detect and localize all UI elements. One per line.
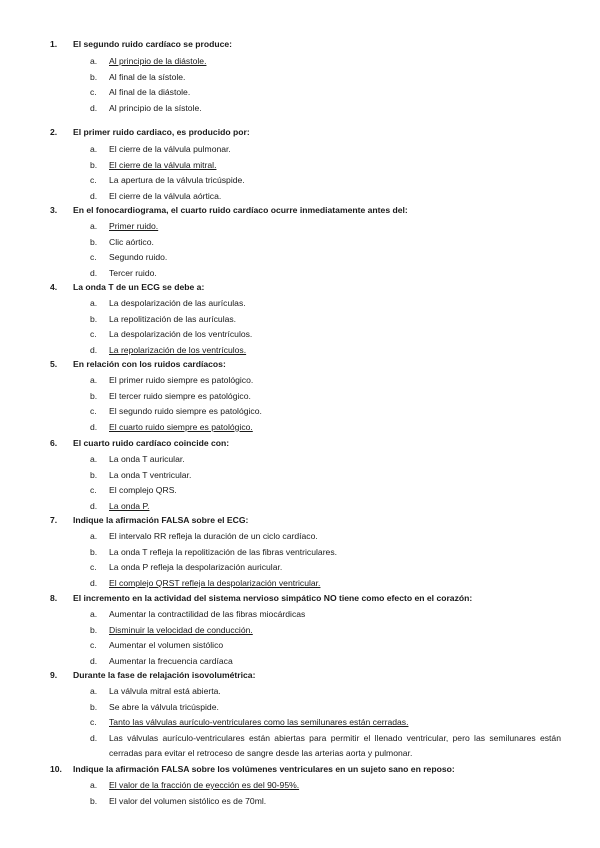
option-b	[0, 235, 600, 251]
option-a	[0, 452, 600, 468]
question-number: 1.	[50, 39, 58, 49]
question-number: 4.	[50, 282, 58, 292]
option-text: Aumentar el volumen sistólico	[109, 640, 224, 651]
question-text: El incremento en la actividad del sistema nervioso simpático NO tiene como efecto en el corazón:	[73, 593, 473, 603]
option-c	[0, 327, 600, 343]
option-text-correct: El cierre de la válvula mitral.	[109, 159, 217, 170]
option-text: La despolarización de las aurículas.	[109, 298, 246, 308]
option-text-correct: El complejo QRST refleja la despolarización ventricular.	[109, 577, 321, 588]
option-text: Se abre la válvula tricúspide.	[109, 701, 219, 712]
option-a	[0, 529, 600, 545]
option-d	[0, 576, 600, 592]
option-letter: c.	[90, 406, 97, 417]
option-letter: b.	[90, 159, 98, 170]
option-b	[0, 389, 600, 405]
option-text: La onda P refleja la despolarización auricular.	[109, 562, 283, 573]
option-text-correct: Tanto las válvulas aurículo-ventriculares como las semilunares están cerradas.	[109, 717, 409, 728]
question-number: 2.	[50, 127, 58, 137]
question-text: En relación con los ruidos cardíacos:	[73, 359, 226, 369]
question-number: 10.	[50, 764, 62, 774]
question-number: 9.	[50, 670, 58, 680]
question-5	[0, 357, 600, 435]
option-d	[0, 731, 600, 762]
option-letter: d.	[90, 102, 98, 113]
option-b	[0, 623, 600, 639]
option-letter: d.	[90, 421, 98, 432]
option-letter: a.	[90, 144, 98, 154]
option-text: El tercer ruido siempre es patológico.	[109, 390, 251, 401]
option-letter: a.	[90, 298, 98, 308]
option-letter: b.	[90, 624, 98, 635]
option-letter: b.	[90, 390, 98, 401]
question-number: 6.	[50, 438, 58, 448]
option-text: La despolarización de los ventrículos.	[109, 329, 253, 340]
question-text: Durante la fase de relajación isovolumétrica:	[73, 670, 256, 680]
option-a	[0, 54, 600, 70]
option-letter: a.	[90, 780, 98, 790]
option-a	[0, 778, 600, 794]
option-letter: c.	[90, 329, 97, 340]
option-c	[0, 560, 600, 576]
option-text: Al final de la sístole.	[109, 71, 186, 82]
option-c	[0, 250, 600, 266]
option-text: La apertura de la válvula tricúspide.	[109, 175, 245, 186]
question-text: La onda T de un ECG se debe a:	[73, 282, 205, 292]
option-b	[0, 700, 600, 716]
option-text: La onda T ventricular.	[109, 469, 192, 480]
option-text-correct: El valor de la fracción de eyección es del 90-95%.	[109, 780, 300, 790]
option-c	[0, 483, 600, 499]
option-text-correct: La onda P.	[109, 500, 150, 511]
option-letter: a.	[90, 221, 98, 231]
option-letter: b.	[90, 469, 98, 480]
option-letter: a.	[90, 609, 98, 619]
question-10	[0, 762, 600, 809]
question-text: El segundo ruido cardíaco se produce:	[73, 39, 233, 49]
option-text: El intervalo RR refleja la duración de un ciclo cardíaco.	[109, 531, 318, 541]
question-9	[0, 668, 600, 762]
question-text: El cuarto ruido cardíaco coincide con:	[73, 438, 230, 448]
option-a	[0, 142, 600, 158]
option-text: Segundo ruido.	[109, 252, 168, 263]
option-letter: b.	[90, 795, 98, 806]
option-text: Aumentar la contractilidad de las fibras miocárdicas	[109, 609, 306, 619]
option-letter: a.	[90, 56, 98, 66]
question-number: 8.	[50, 593, 58, 603]
option-text: El cierre de la válvula pulmonar.	[109, 144, 231, 154]
option-letter: b.	[90, 701, 98, 712]
option-a	[0, 607, 600, 623]
option-text: Tercer ruido.	[109, 267, 157, 278]
option-letter: d.	[90, 577, 98, 588]
question-text: El primer ruido cardiaco, es producido por:	[73, 127, 250, 137]
option-b	[0, 312, 600, 328]
option-letter: d.	[90, 344, 98, 355]
option-letter: c.	[90, 562, 97, 573]
option-letter: d.	[90, 732, 98, 743]
option-text: Aumentar la frecuencia cardíaca	[109, 655, 233, 666]
option-c	[0, 638, 600, 654]
option-letter: a.	[90, 686, 98, 696]
question-number: 5.	[50, 359, 58, 369]
option-text-correct: Al principio de la diástole.	[109, 56, 207, 66]
question-text: Indique la afirmación FALSA sobre el ECG:	[73, 515, 249, 525]
option-c	[0, 715, 600, 731]
option-letter: d.	[90, 655, 98, 666]
option-letter: d.	[90, 190, 98, 201]
option-letter: b.	[90, 236, 98, 247]
option-text: Al final de la diástole.	[109, 87, 191, 98]
option-d	[0, 101, 600, 117]
option-letter: c.	[90, 717, 97, 728]
option-letter: c.	[90, 252, 97, 263]
option-text: La onda T refleja la repolitización de las fibras ventriculares.	[109, 546, 338, 557]
option-letter: a.	[90, 375, 98, 385]
option-b	[0, 70, 600, 86]
option-b	[0, 545, 600, 561]
option-text: La onda T auricular.	[109, 454, 185, 464]
question-4	[0, 280, 600, 358]
question-3	[0, 203, 600, 281]
option-c	[0, 404, 600, 420]
option-letter: a.	[90, 531, 98, 541]
option-c	[0, 85, 600, 101]
option-text: El complejo QRS.	[109, 485, 177, 496]
question-text: En el fonocardiograma, el cuarto ruido cardíaco ocurre inmediatamente antes del:	[73, 205, 408, 215]
option-letter: d.	[90, 267, 98, 278]
question-7	[0, 513, 600, 591]
option-a	[0, 296, 600, 312]
option-b	[0, 158, 600, 174]
option-letter: b.	[90, 313, 98, 324]
option-text-correct: Disminuir la velocidad de conducción.	[109, 624, 253, 635]
option-letter: c.	[90, 87, 97, 98]
option-text: Clic aórtico.	[109, 236, 154, 247]
option-text: La repolitización de las aurículas.	[109, 313, 237, 324]
option-letter: b.	[90, 71, 98, 82]
option-letter: a.	[90, 454, 98, 464]
question-1	[0, 37, 600, 116]
option-a	[0, 219, 600, 235]
option-text: El primer ruido siempre es patológico.	[109, 375, 254, 385]
option-text-correct: La repolarización de los ventrículos.	[109, 344, 247, 355]
option-letter: d.	[90, 500, 98, 511]
question-number: 7.	[50, 515, 58, 525]
option-text: El valor del volumen sistólico es de 70ml.	[109, 795, 267, 806]
question-2	[0, 125, 600, 204]
option-text-correct: El cuarto ruido siempre es patológico.	[109, 421, 253, 432]
option-text: Las válvulas aurículo-ventriculares están abiertas para permitir el llenado ventricular, pero las semilunares están cerradas para evitar el retroceso de sangre desde las arterias aorta y pulmonar.	[109, 732, 561, 759]
question-text: Indique la afirmación FALSA sobre los volúmenes ventriculares en un sujeto sano en reposo:	[73, 764, 455, 774]
option-a	[0, 684, 600, 700]
option-letter: c.	[90, 640, 97, 651]
option-d	[0, 420, 600, 436]
question-number: 3.	[50, 205, 58, 215]
option-b	[0, 468, 600, 484]
option-text: El cierre de la válvula aórtica.	[109, 190, 222, 201]
option-b	[0, 794, 600, 810]
option-letter: b.	[90, 546, 98, 557]
option-text: La válvula mitral está abierta.	[109, 686, 221, 696]
option-text: Al principio de la sístole.	[109, 102, 202, 113]
option-a	[0, 373, 600, 389]
option-text: El segundo ruido siempre es patológico.	[109, 406, 262, 417]
option-c	[0, 173, 600, 189]
option-letter: c.	[90, 485, 97, 496]
option-letter: c.	[90, 175, 97, 186]
option-text-correct: Primer ruido.	[109, 221, 159, 231]
question-6	[0, 436, 600, 514]
question-8	[0, 591, 600, 669]
